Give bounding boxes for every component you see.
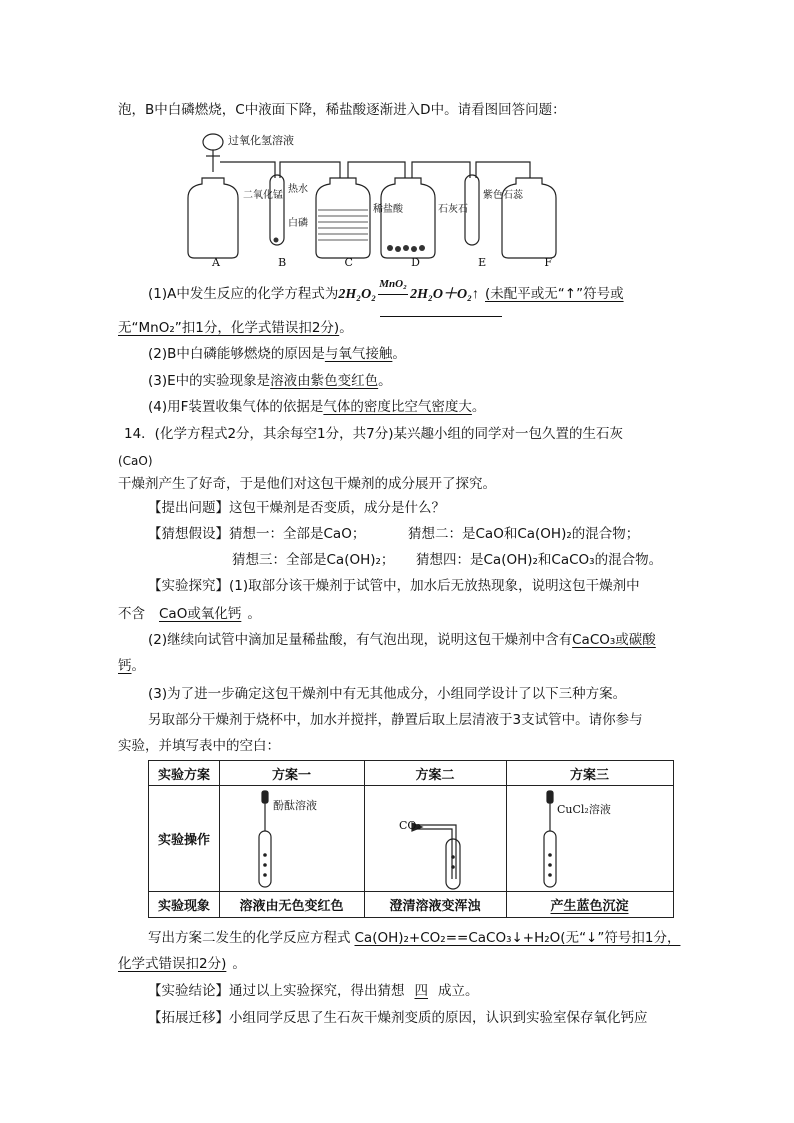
row-result: 实验现象 [157, 897, 210, 913]
th-scheme: 实验方案 [157, 766, 210, 782]
explore-2-answer2: 钙 [118, 658, 132, 674]
conclusion-line [148, 981, 479, 1001]
q2-end: 。 [392, 346, 406, 362]
eq-line [148, 928, 680, 948]
q14-head: 14．(化学方程式2分，其余每空1分，共7分)某兴趣小组的同学对一包久置的生石灰 [124, 426, 623, 442]
q1-line2 [118, 318, 353, 338]
guess-1: 【猜想假设】猜想一：全部是CaO； [148, 526, 366, 542]
letter-a: A [212, 256, 220, 269]
eq-prefix: 写出方案二发生的化学反应方程式 [148, 930, 351, 946]
q1-eq-left: 2H₂O₂ [338, 287, 377, 302]
figure-letters [212, 256, 552, 269]
q1-end: 。 [339, 320, 353, 336]
guess-3: 猜想三：全部是Ca(OH)₂； [232, 552, 395, 568]
eq-answer2: 化学式错误扣2分) [118, 956, 227, 972]
q1-cat-label: MnO₂ [379, 278, 407, 290]
q2-prefix: (2)B中白磷能够燃烧的原因是 [148, 346, 325, 362]
explore-2-prefix: (2)继续向试管中滴加足量稀盐酸，有气泡出现，说明这包干燥剂中含有 [148, 632, 573, 648]
letter-e: E [478, 256, 487, 269]
eq-answer: Ca(OH)₂+CO₂==CaCO₃↓+H₂O(无“↓”符号扣1分， [354, 930, 681, 946]
q1-underline [380, 316, 502, 317]
reagent-b1: 热水 [288, 184, 308, 195]
q1-eq-right: 2H₂O＋O₂↑ [410, 287, 479, 302]
explore-3c: 实验，并填写表中的空白： [118, 738, 280, 754]
reagent-e: 紫色石蕊 [483, 190, 523, 201]
experiment-table [148, 760, 674, 918]
plan1-label: 酚酞溶液 [273, 799, 317, 812]
letter-c: C [344, 256, 353, 269]
q14-line2: 干燥剂产生了好奇，于是他们对这包干燥剂的成分展开了探究。 [118, 476, 496, 492]
funnel-label: 过氧化氢溶液 [228, 134, 294, 147]
explore-2-answer: CaCO₃或碳酸 [572, 632, 656, 648]
th-plan3: 方案三 [569, 766, 609, 782]
explore-1b-end: 。 [247, 606, 261, 622]
extension-line: 【拓展迁移】小组同学反思了生石灰干燥剂变质的原因，认识到实验室保存氧化钙应 [148, 1010, 648, 1026]
q4-line [148, 397, 485, 417]
explore-2-end: 。 [131, 658, 145, 674]
reagent-d: 石灰石 [438, 204, 468, 215]
q3-answer: 溶液由紫色变红色 [270, 373, 379, 389]
plan2-label: CO₂ [399, 819, 421, 832]
eq-line2 [118, 954, 246, 974]
result-plan2: 澄清溶液变浑浊 [389, 897, 481, 913]
eq-end: 。 [232, 956, 246, 972]
q1-line [148, 278, 624, 305]
apparatus-figure [180, 130, 570, 270]
explore-3b: 另取部分干燥剂于烧杯中，加水并搅拌，静置后取上层清液于3支试管中。请你参与 [148, 712, 643, 728]
explore-1: 【实验探究】(1)取部分该干燥剂于试管中，加水后无放热现象，说明这包干燥剂中 [148, 578, 640, 594]
explore-1b-answer: CaO或氧化钙 [159, 606, 242, 622]
q14-cao: (CaO) [118, 454, 153, 468]
q1-prefix: (1)A中发生反应的化学方程式为 [148, 286, 339, 302]
explore-2 [148, 630, 656, 650]
guess-2: 猜想二：是CaO和Ca(OH)₂的混合物； [408, 526, 640, 542]
letter-d: D [411, 256, 420, 269]
q3-end: 。 [378, 373, 392, 389]
th-plan1: 方案一 [271, 766, 311, 782]
letter-f: F [544, 256, 552, 269]
plan2-drawing [364, 785, 506, 891]
explore-1b-prefix: 不含 [118, 606, 145, 622]
conclusion-end: 成立。 [438, 983, 479, 999]
guess-4: 猜想四：是Ca(OH)₂和CaCO₃的混合物。 [416, 552, 663, 568]
result-plan3: 产生蓝色沉淀 [550, 897, 629, 913]
plan3-label: CuCl₂溶液 [557, 803, 611, 816]
result-plan1: 溶液由无色变红色 [239, 897, 344, 913]
q1-note2: 无“MnO₂”扣1分，化学式错误扣2分) [118, 320, 340, 336]
reagent-c: 稀盐酸 [373, 204, 403, 215]
q2-answer: 与氧气接触 [324, 346, 393, 362]
q3-prefix: (3)E中的实验现象是 [148, 373, 271, 389]
explore-3: (3)为了进一步确定这包干燥剂中有无其他成分，小组同学设计了以下三种方案。 [148, 686, 627, 702]
q14-question: 【提出问题】这包干燥剂是否变质，成分是什么？ [148, 500, 445, 516]
q4-end: 。 [471, 399, 486, 415]
q1-note1: (未配平或无“↑”符号或 [485, 286, 624, 302]
q2-line [148, 344, 406, 364]
row-operation: 实验操作 [157, 831, 210, 847]
q3-line [148, 371, 392, 391]
explore-1b [118, 604, 261, 624]
conclusion-answer: 四 [414, 983, 428, 999]
reagent-b2: 白磷 [288, 218, 308, 229]
intro-line: 泡，B中白磷燃烧，C中液面下降，稀盐酸逐渐进入D中。请看图回答问题： [118, 102, 566, 118]
q1-catalyst [376, 278, 410, 304]
explore-2b [118, 656, 145, 676]
letter-b: B [278, 256, 287, 269]
conclusion-prefix: 【实验结论】通过以上实验探究，得出猜想 [148, 983, 405, 999]
th-plan2: 方案二 [415, 766, 455, 782]
q4-answer: 气体的密度比空气密度大 [323, 399, 472, 415]
q4-prefix: (4)用F装置收集气体的依据是 [148, 399, 324, 415]
reagent-a: 二氧化锰 [243, 190, 283, 201]
